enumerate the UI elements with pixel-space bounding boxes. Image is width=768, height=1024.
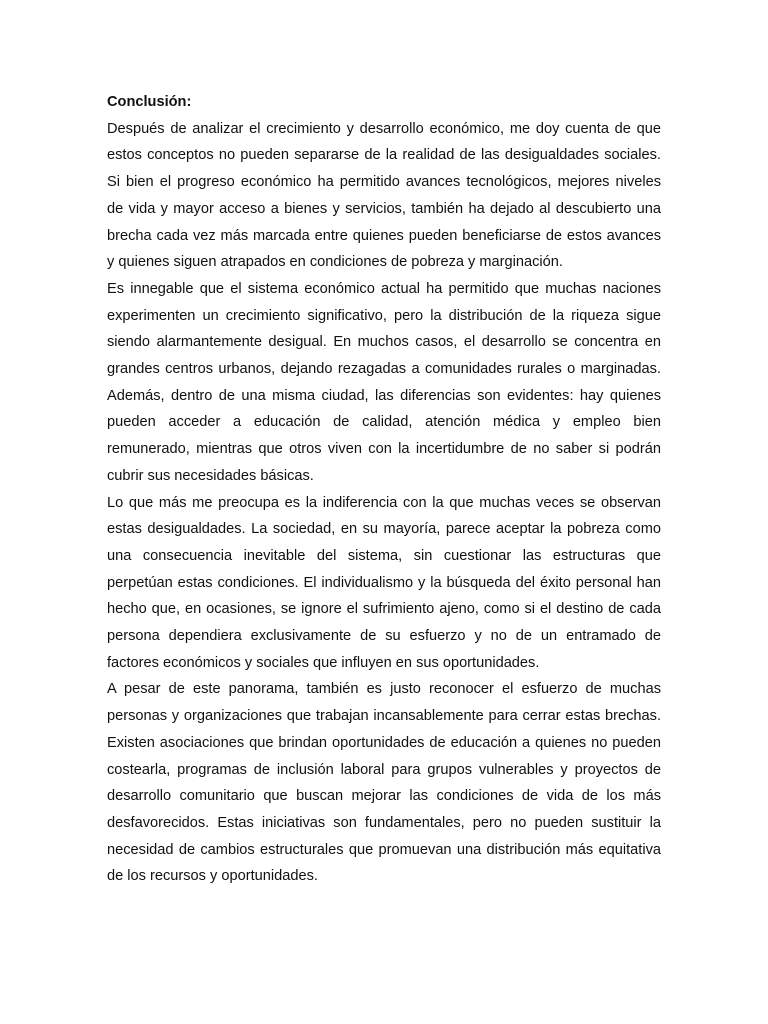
document-body xyxy=(107,89,661,890)
paragraph-1: Después de analizar el crecimiento y desarrollo económico, me doy cuenta de que estos conceptos no pueden separarse de la realidad de las desigualdades sociales. Si bien el progreso económico ha permitido avances tecnológicos, mejores niveles de vida y mayor acceso a bienes y servicios, también ha dejado al descubierto una brecha cada vez más marcada entre quienes pueden beneficiarse de estos avances y quienes siguen atrapados en condiciones de pobreza y marginación. xyxy=(107,120,661,271)
paragraph-3: Lo que más me preocupa es la indiferencia con la que muchas veces se observan estas desigualdades. La sociedad, en su mayoría, parece aceptar la pobreza como una consecuencia inevitable del sistema, sin cuestionar las estructuras que perpetúan estas condiciones. El individualismo y la búsqueda del éxito personal han hecho que, en ocasiones, se ignore el sufrimiento ajeno, como si el destino de cada persona dependiera exclusivamente de su esfuerzo y no de un entramado de factores económicos y sociales que influyen en sus oportunidades. xyxy=(107,494,661,671)
conclusion-heading: Conclusión: xyxy=(107,94,192,110)
paragraph-4: A pesar de este panorama, también es justo reconocer el esfuerzo de muchas personas y organizaciones que trabajan incansablemente para cerrar estas brechas. Existen asociaciones que brindan oportunidades de educación a quienes no pueden costearla, programas de inclusión laboral para grupos vulnerables y proyectos de desarrollo comunitario que buscan mejorar las condiciones de vida de los más desfavorecidos. Estas iniciativas son fundamentales, pero no pueden sustituir la necesidad de cambios estructurales que promuevan una distribución más equitativa de los recursos y oportunidades. xyxy=(107,681,661,885)
paragraph-2: Es innegable que el sistema económico actual ha permitido que muchas naciones experimenten un crecimiento significativo, pero la distribución de la riqueza sigue siendo alarmantemente desigual. En muchos casos, el desarrollo se concentra en grandes centros urbanos, dejando rezagadas a comunidades rurales o marginadas. Además, dentro de una misma ciudad, las diferencias son evidentes: hay quienes pueden acceder a educación de calidad, atención médica y empleo bien remunerado, mientras que otros viven con la incertidumbre de no saber si podrán cubrir sus necesidades básicas. xyxy=(107,280,661,484)
